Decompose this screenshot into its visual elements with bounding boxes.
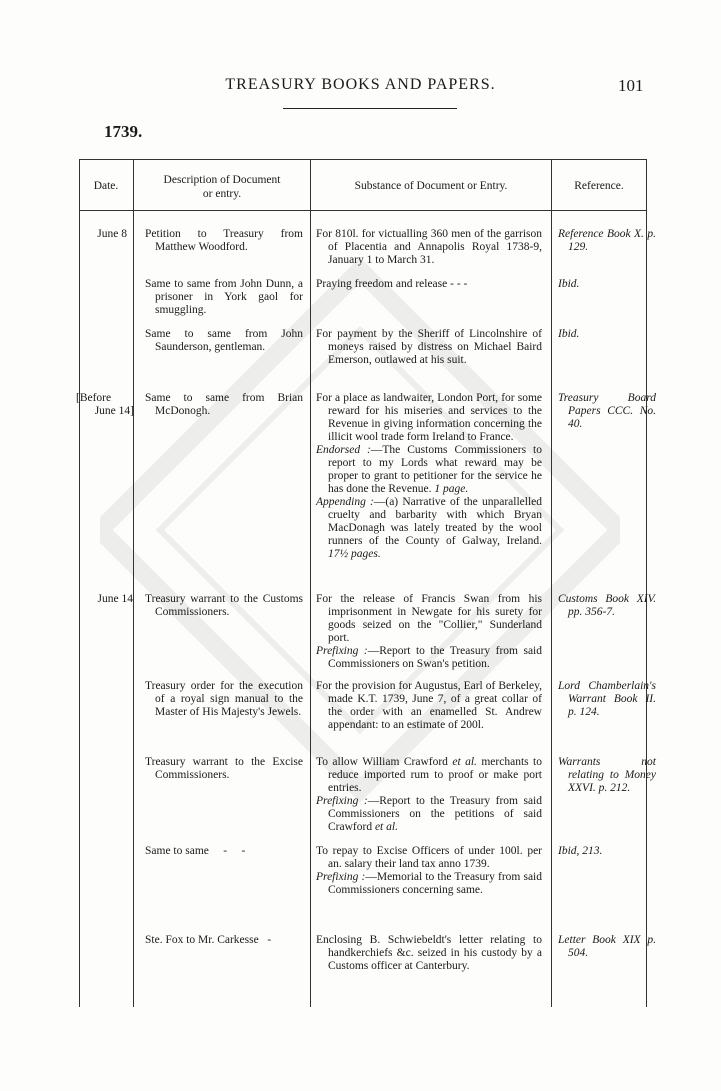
entry-1-substance: For 810l. for victualling 360 men of the garrison of Placentia and Annapolis Royal 1738-9, January 1 to March 31. bbox=[316, 228, 542, 266]
entry-4-date: [Before June 14] bbox=[76, 392, 134, 417]
entry-2-reference: Ibid. bbox=[558, 278, 580, 290]
entry-7-description: Treasury warrant to the Excise Commissioners. bbox=[145, 756, 303, 781]
entry-5-reference: Customs Book XIV. pp. 356-7. bbox=[558, 593, 656, 618]
entry-4-substance: For a place as landwaiter, London Port, for some reward for his miseries and services to the Revenue in giving information concerning the illicit wool trade form Ireland to France. Endorsed :—The Customs Commissioners to report to my Lords what reward may be proper to grant to petitioner for the service he has done the Revenue. 1 page. Appending :—(a) Narrative of the unparallelled cruelty and barbarity with which Bryan MacDonagh was lately treated by the wool runners of the County of Galway, Ireland. 17½ pages. bbox=[316, 392, 542, 560]
entry-3-reference: Ibid. bbox=[558, 328, 580, 340]
table-header-rule bbox=[79, 210, 647, 211]
header-description: Description of Document or entry. bbox=[163, 174, 281, 200]
entry-4-reference: Treasury Board Papers CCC. No. 40. bbox=[558, 392, 656, 430]
table-left-border bbox=[79, 159, 80, 1007]
col-divider-substance bbox=[551, 159, 552, 1007]
entry-2-description: Same to same from John Dunn, a prisoner in York gaol for smuggling. bbox=[145, 278, 303, 316]
col-divider-date bbox=[133, 159, 134, 1007]
header-substance: Substance of Document or Entry. bbox=[354, 180, 508, 192]
header-rule bbox=[283, 108, 457, 109]
col-divider-description bbox=[310, 159, 311, 1007]
entry-7-reference: Warrants not relating to Money XXVI. p. 212. bbox=[558, 756, 656, 794]
entry-5-date: June 14 bbox=[97, 593, 133, 605]
entry-9-reference: Letter Book XIX p. 504. bbox=[558, 934, 656, 959]
entry-1-date: June 8 bbox=[97, 228, 127, 240]
entry-2-substance: Praying freedom and release - - - bbox=[316, 278, 468, 290]
entry-8-substance: To repay to Excise Officers of under 100l. per an. salary their land tax anno 1739. Prefixing :—Memorial to the Treasury from said Commissioners concerning same. bbox=[316, 845, 542, 896]
entry-1-reference: Reference Book X. p. 129. bbox=[558, 228, 656, 253]
table-right-border bbox=[646, 159, 647, 1007]
entry-6-description: Treasury order for the execution of a royal sign manual to the Master of His Majesty's Jewels. bbox=[145, 680, 303, 718]
page-number: 101 bbox=[618, 76, 644, 95]
entry-5-description: Treasury warrant to the Customs Commissioners. bbox=[145, 593, 303, 618]
year-heading: 1739. bbox=[104, 122, 143, 141]
running-head: TREASURY BOOKS AND PAPERS. bbox=[225, 76, 496, 93]
entry-9-description: Ste. Fox to Mr. Carkesse - bbox=[145, 934, 272, 946]
entry-4-description: Same to same from Brian McDonogh. bbox=[145, 392, 303, 417]
entry-8-description: Same to same - - bbox=[145, 845, 246, 857]
header-date: Date. bbox=[93, 180, 119, 192]
entry-5-substance: For the release of Francis Swan from his imprisonment in Newgate for his surety for goods seized on the "Collier," Sunderland port. Prefixing :—Report to the Treasury from said Commissioners on Swan's petition. bbox=[316, 593, 542, 670]
entry-6-reference: Lord Chamberlain's Warrant Book II. p. 124. bbox=[558, 680, 656, 718]
table-top-rule bbox=[79, 159, 647, 160]
entry-3-substance: For payment by the Sheriff of Lincolnshire of moneys raised by distress on Michael Baird Emerson, outlawed at his suit. bbox=[316, 328, 542, 366]
entry-6-substance: For the provision for Augustus, Earl of Berkeley, made K.T. 1739, June 7, of a great collar of the order with an enamelled St. Andrew appendant: to an estimate of 200l. bbox=[316, 680, 542, 731]
entry-1-description: Petition to Treasury from Matthew Woodford. bbox=[145, 228, 303, 253]
entry-9-substance: Enclosing B. Schwiebeldt's letter relating to handkerchiefs &c. seized in his custody by a Customs officer at Canterbury. bbox=[316, 934, 542, 972]
entry-3-description: Same to same from John Saunderson, gentleman. bbox=[145, 328, 303, 353]
entry-7-substance: To allow William Crawford et al. merchants to reduce imported rum to proof or make port entries. Prefixing :—Report to the Treasury from said Commissioners on the petitions of said Crawford et al. bbox=[316, 756, 542, 833]
header-reference: Reference. bbox=[574, 180, 624, 192]
entry-8-reference: Ibid, 213. bbox=[558, 845, 603, 857]
